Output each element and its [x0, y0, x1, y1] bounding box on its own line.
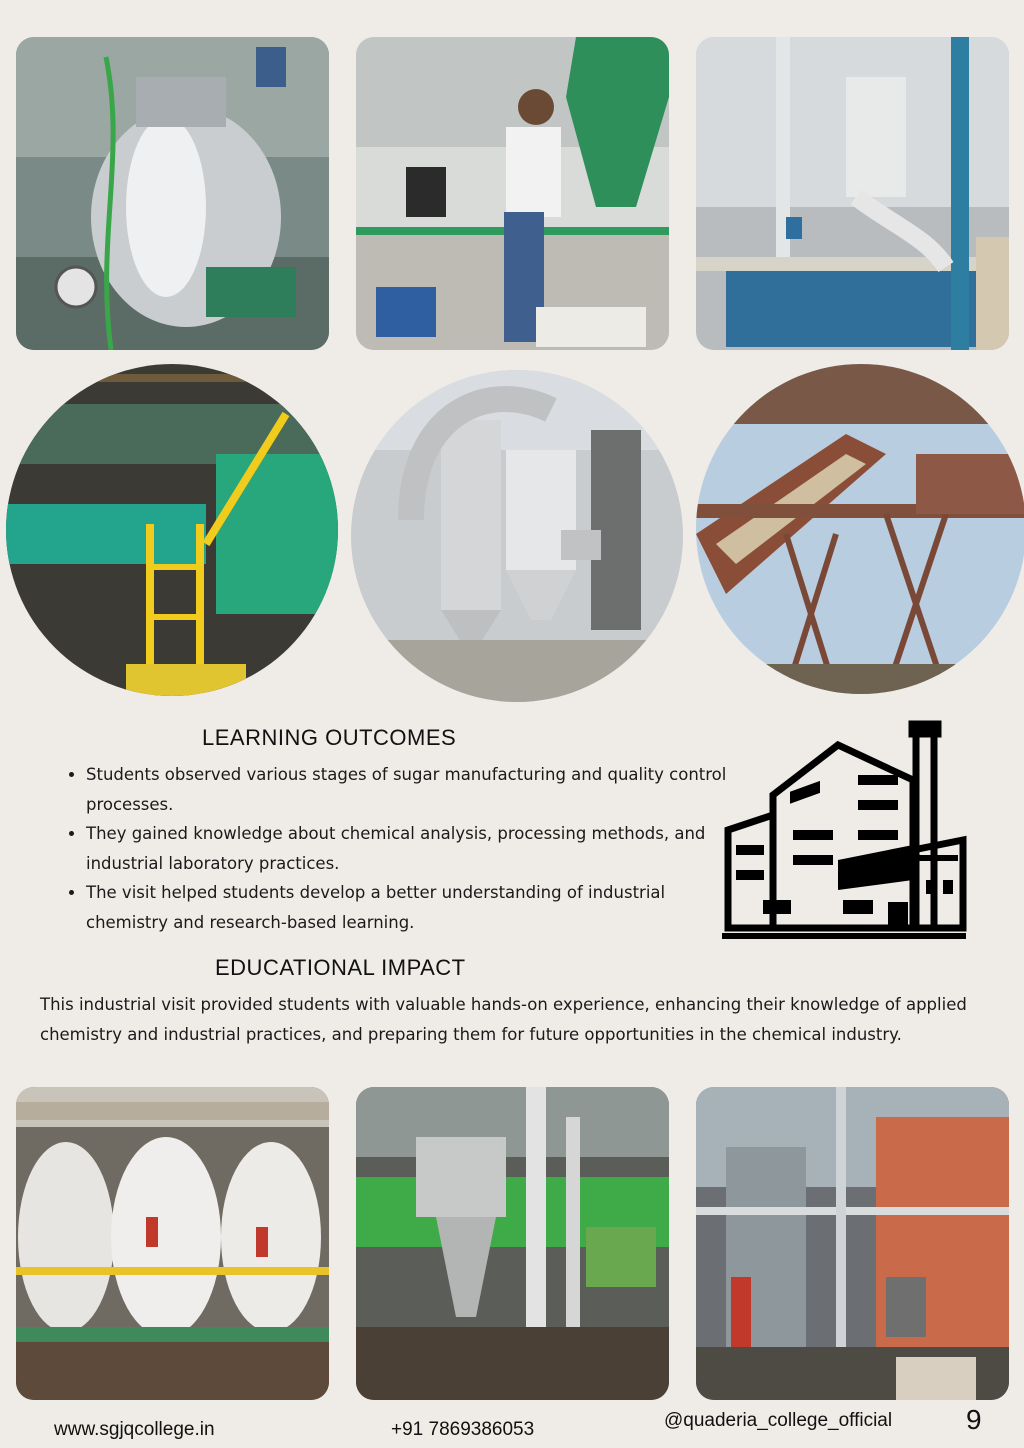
- student-inspecting-machine-photo: [356, 37, 669, 350]
- educational-impact-title: EDUCATIONAL IMPACT: [215, 955, 466, 980]
- boiler-house-photo: [696, 1087, 1009, 1400]
- blue-tank-conveyor-photo: [696, 37, 1009, 350]
- footer-website[interactable]: www.sgjqcollege.in: [54, 1419, 215, 1440]
- footer-social-handle[interactable]: @quaderia_college_official: [664, 1410, 893, 1431]
- learning-outcomes-list: [62, 760, 736, 937]
- list-item: • They gained knowledge about chemical analysis, processing methods, and industrial laboratory practices.: [86, 819, 736, 878]
- footer-phone[interactable]: +91 7869386053: [391, 1419, 535, 1440]
- green-machinery-yellow-ladder-photo: [6, 364, 338, 696]
- learning-outcomes-title: LEARNING OUTCOMES: [202, 725, 457, 750]
- page-number: 9: [966, 1404, 982, 1435]
- list-item: • Students observed various stages of sugar manufacturing and quality control processes.: [86, 760, 736, 819]
- factory-icon: [718, 720, 968, 942]
- white-boiling-pans-photo: [16, 1087, 329, 1400]
- green-hopper-machine-photo: [356, 1087, 669, 1400]
- cyclone-silos-photo: [351, 370, 683, 702]
- educational-impact-text: This industrial visit provided students with valuable hands-on experience, enhancing their knowledge of applied chemistry and industrial practices, and preparing them for future opportunities in the chemical industry.: [40, 995, 967, 1044]
- list-item: • The visit helped students develop a better understanding of industrial chemistry and research-based learning.: [86, 878, 736, 937]
- reactor-vessel-photo: [16, 37, 329, 350]
- rusty-conveyor-structure-photo: [696, 364, 1024, 694]
